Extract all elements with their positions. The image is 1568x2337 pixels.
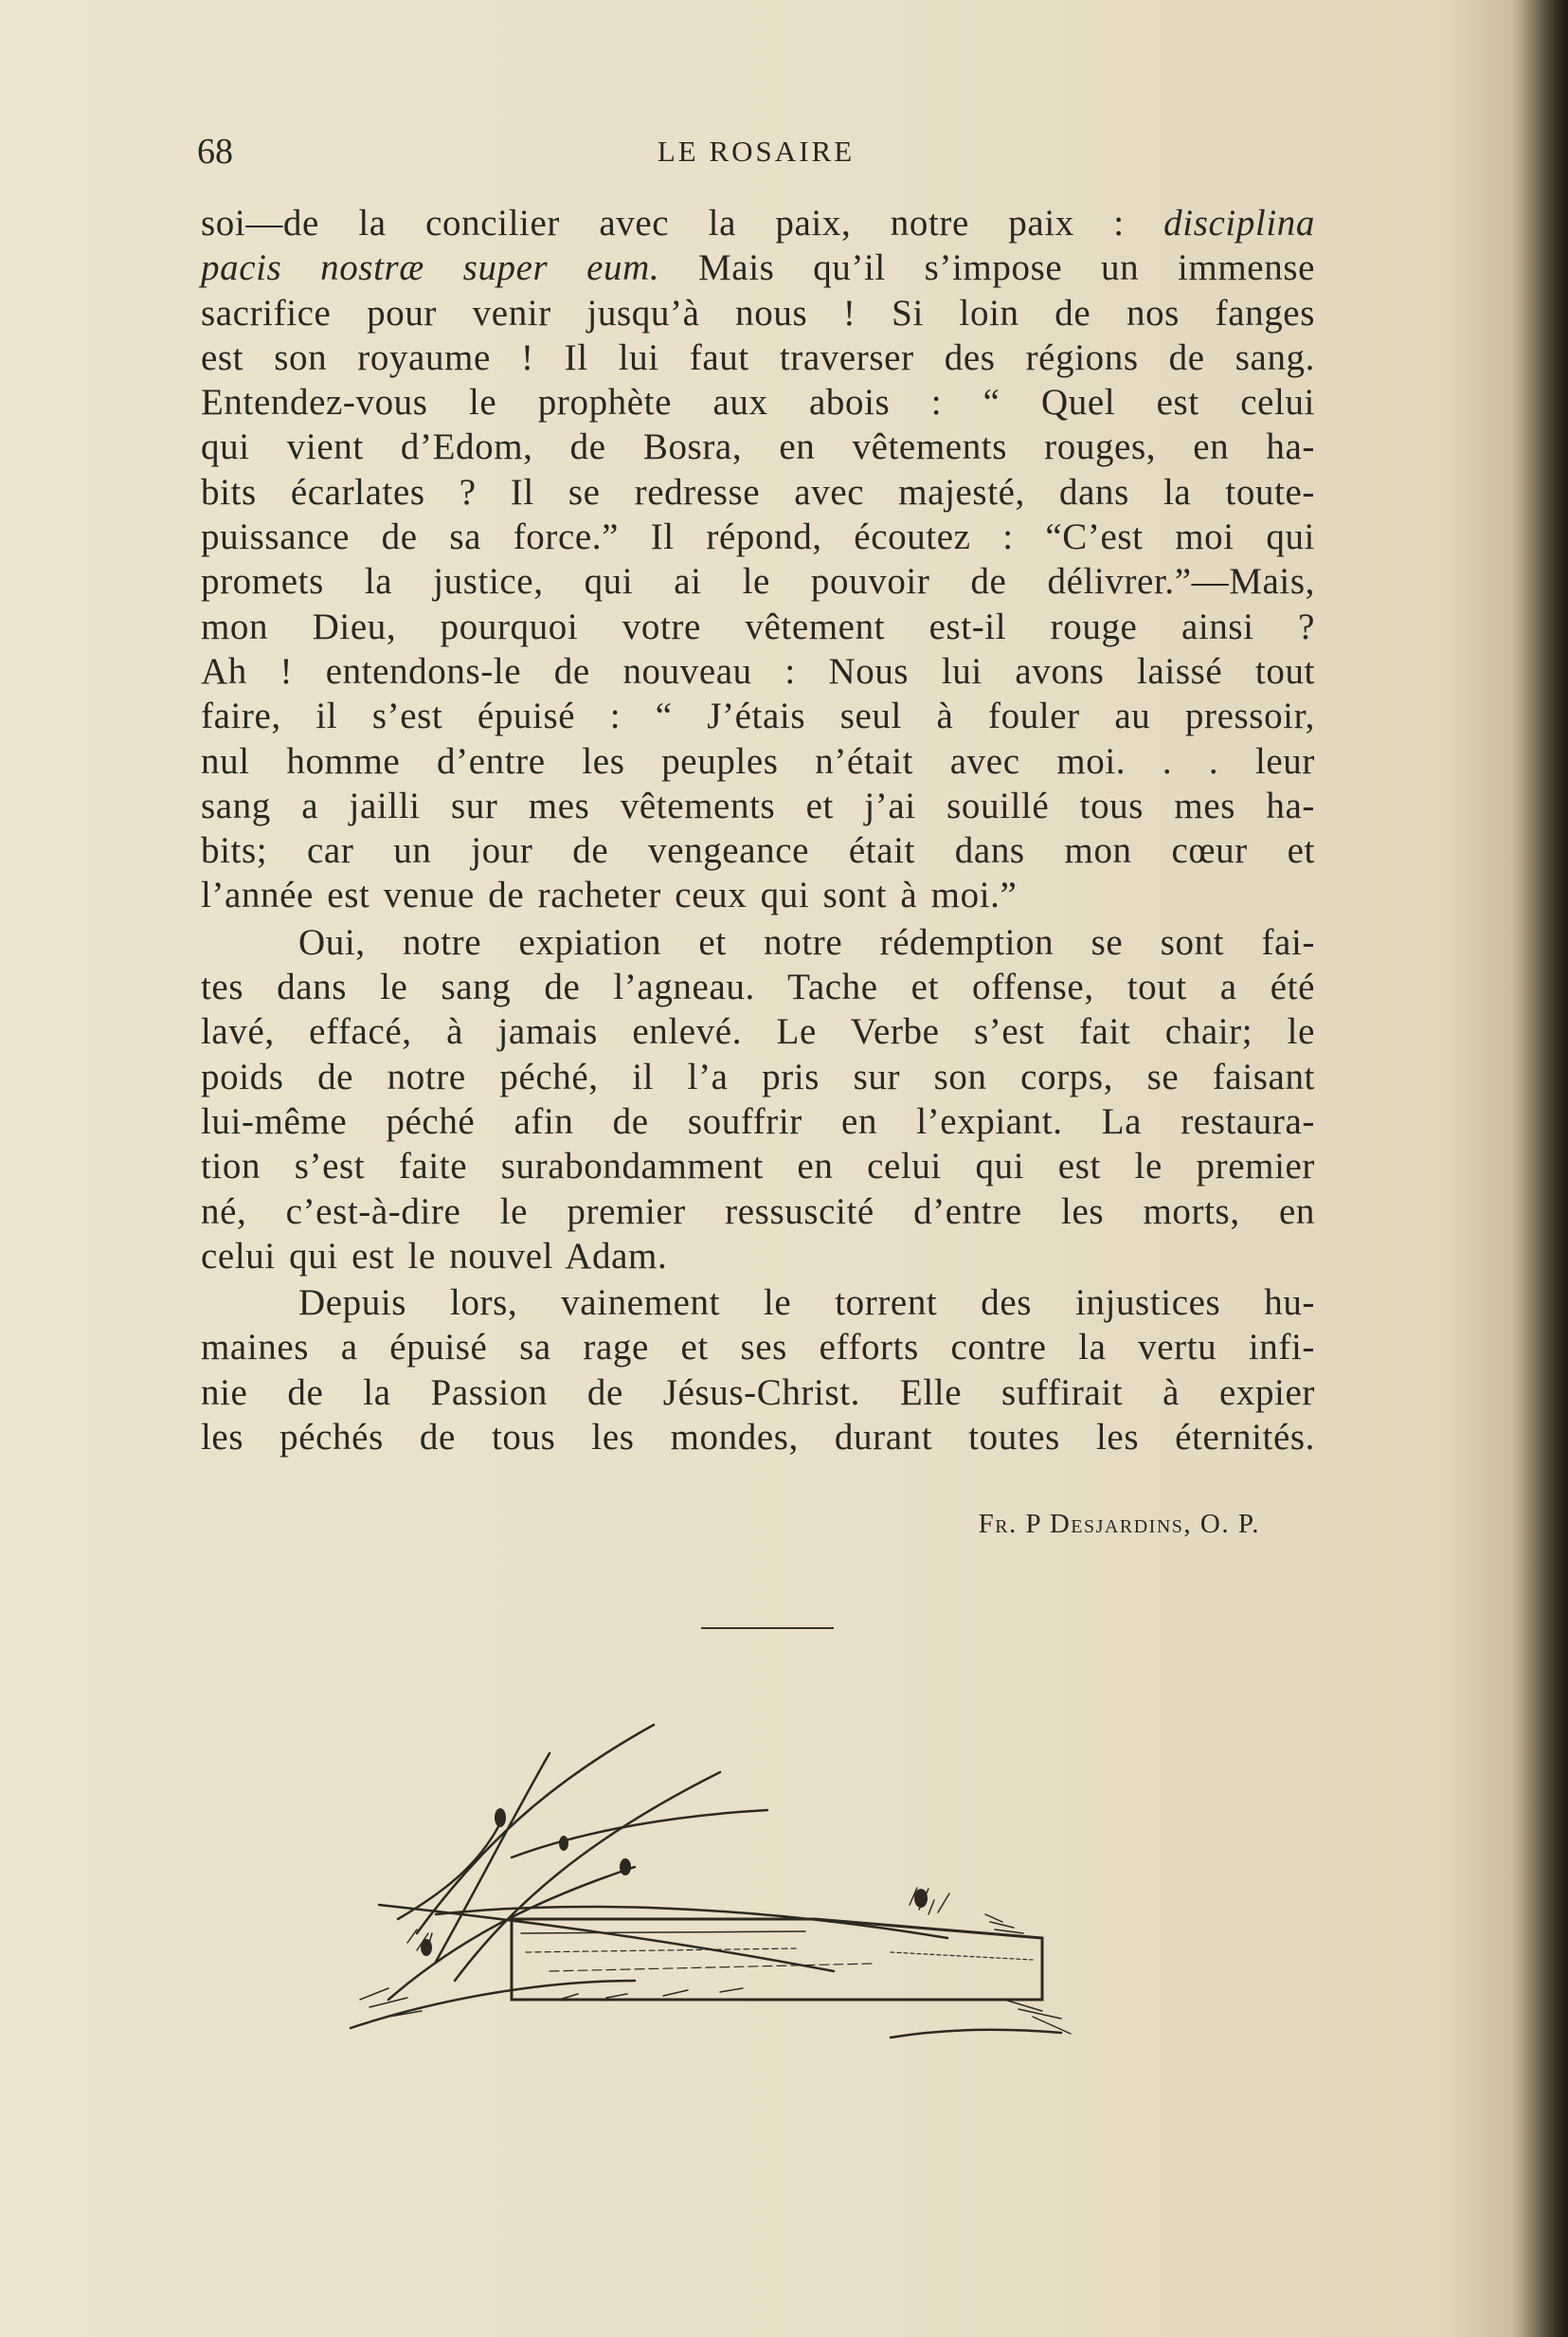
text-line	[201, 1280, 1315, 1325]
body-text	[201, 201, 1315, 1459]
text-segment: nul homme d’entre les peuples n’était avec moi. . . leur	[201, 740, 1315, 782]
text-segment: lui-même péché afin de souffrir en l’expiant. La restaura-	[201, 1100, 1315, 1142]
reeds-and-plank-vignette	[322, 1715, 1232, 2075]
text-segment: promets la justice, qui ai le pouvoir de délivrer.”—Mais,	[201, 561, 1315, 603]
latin-quotation: pacis nostræ super eum.	[201, 247, 660, 289]
text-segment: tion s’est faite surabondamment en celui qui est le premier	[201, 1146, 1315, 1187]
text-segment: lavé, effacé, à jamais enlevé. Le Verbe s’est fait chair; le	[201, 1011, 1315, 1053]
text-segment: faire, il s’est épuisé : “ J’étais seul à fouler au pressoir,	[201, 696, 1315, 737]
text-segment: Ah ! entendons-le de nouveau : Nous lui avons laissé tout	[201, 650, 1315, 692]
text-segment: tes dans le sang de l’agneau. Tache et offense, tout a été	[201, 967, 1315, 1008]
text-segment: bits; car un jour de vengeance était dans mon cœur et	[201, 830, 1315, 872]
text-line	[201, 470, 1315, 515]
running-head	[197, 131, 1315, 172]
text-line	[201, 425, 1315, 469]
paragraph-2	[201, 920, 1315, 1278]
text-line	[201, 335, 1315, 380]
text-line	[201, 784, 1315, 828]
text-line	[201, 380, 1315, 425]
text-line	[201, 1009, 1315, 1054]
text-line	[201, 605, 1315, 649]
text-segment: les péchés de tous les mondes, durant toutes les éternités.	[201, 1417, 1315, 1458]
text-segment: soi—de la concilier avec la paix, notre paix : disciplina	[201, 203, 1315, 244]
text-line	[201, 1189, 1315, 1234]
text-segment: mon Dieu, pourquoi votre vêtement est-il rouge ainsi ?	[201, 606, 1315, 647]
paragraph-3	[201, 1280, 1315, 1459]
text-segment: qui vient d’Edom, de Bosra, en vêtements rouges, en ha-	[201, 426, 1315, 468]
text-segment: né, c’est-à-dire le premier ressuscité d’entre les morts, en	[201, 1190, 1315, 1232]
author-signature: Fr. P Desjardins, O. P.	[978, 1509, 1260, 1539]
text-line	[201, 515, 1315, 559]
text-segment: Oui, notre expiation et notre rédemption se sont fai-	[298, 921, 1315, 963]
text-segment: sacrifice pour venir jusqu’à nous ! Si loin de nos fanges	[201, 292, 1315, 334]
text-line	[201, 1144, 1315, 1188]
text-line	[201, 1099, 1315, 1144]
text-line	[201, 1234, 1315, 1278]
text-segment: maines a épuisé sa rage et ses efforts contre la vertu infi-	[201, 1327, 1315, 1368]
text-line	[201, 559, 1315, 604]
latin-quotation: disciplina	[1163, 203, 1315, 244]
text-segment: poids de notre péché, il l’a pris sur son corps, se faisant	[201, 1056, 1315, 1097]
text-line	[201, 1415, 1315, 1459]
text-line	[201, 649, 1315, 694]
text-line	[201, 828, 1315, 873]
text-line	[201, 739, 1315, 784]
text-line	[201, 920, 1315, 965]
text-segment: Depuis lors, vainement le torrent des injustices hu-	[298, 1282, 1315, 1324]
text-segment: sang a jailli sur mes vêtements et j’ai souillé tous mes ha-	[201, 785, 1315, 826]
text-line	[201, 694, 1315, 738]
text-segment: nie de la Passion de Jésus-Christ. Elle suffirait à expier	[201, 1371, 1315, 1413]
text-segment: celui qui est le nouvel Adam.	[201, 1235, 668, 1277]
grass-tufts	[360, 1888, 1071, 2034]
text-segment: l’année est venue de racheter ceux qui sont à moi.”	[201, 875, 1018, 916]
page-gutter-shadow	[1511, 0, 1568, 2337]
reed-stems	[351, 1725, 1061, 2038]
text-segment: bits écarlates ? Il se redresse avec majesté, dans la toute-	[201, 471, 1315, 513]
text-line	[201, 1370, 1315, 1415]
text-line	[201, 873, 1315, 917]
text-line	[201, 1325, 1315, 1369]
text-segment: puissance de sa force.” Il répond, écoutez : “C’est moi qui	[201, 516, 1315, 558]
text-line	[201, 1055, 1315, 1099]
text-line	[201, 245, 1315, 290]
text-line	[201, 965, 1315, 1009]
text-segment: est son royaume ! Il lui faut traverser des régions de sang.	[201, 336, 1315, 378]
text-line	[201, 201, 1315, 245]
page-number: 68	[197, 132, 233, 172]
paragraph-1	[201, 201, 1315, 918]
text-line	[201, 291, 1315, 335]
text-segment: Entendez-vous le prophète aux abois : “ Quel est celui	[201, 382, 1315, 424]
running-title: LE ROSAIRE	[657, 135, 856, 168]
text-segment: pacis nostræ super eum. Mais qu’il s’impose un immense	[201, 247, 1316, 289]
section-divider	[701, 1627, 834, 1629]
